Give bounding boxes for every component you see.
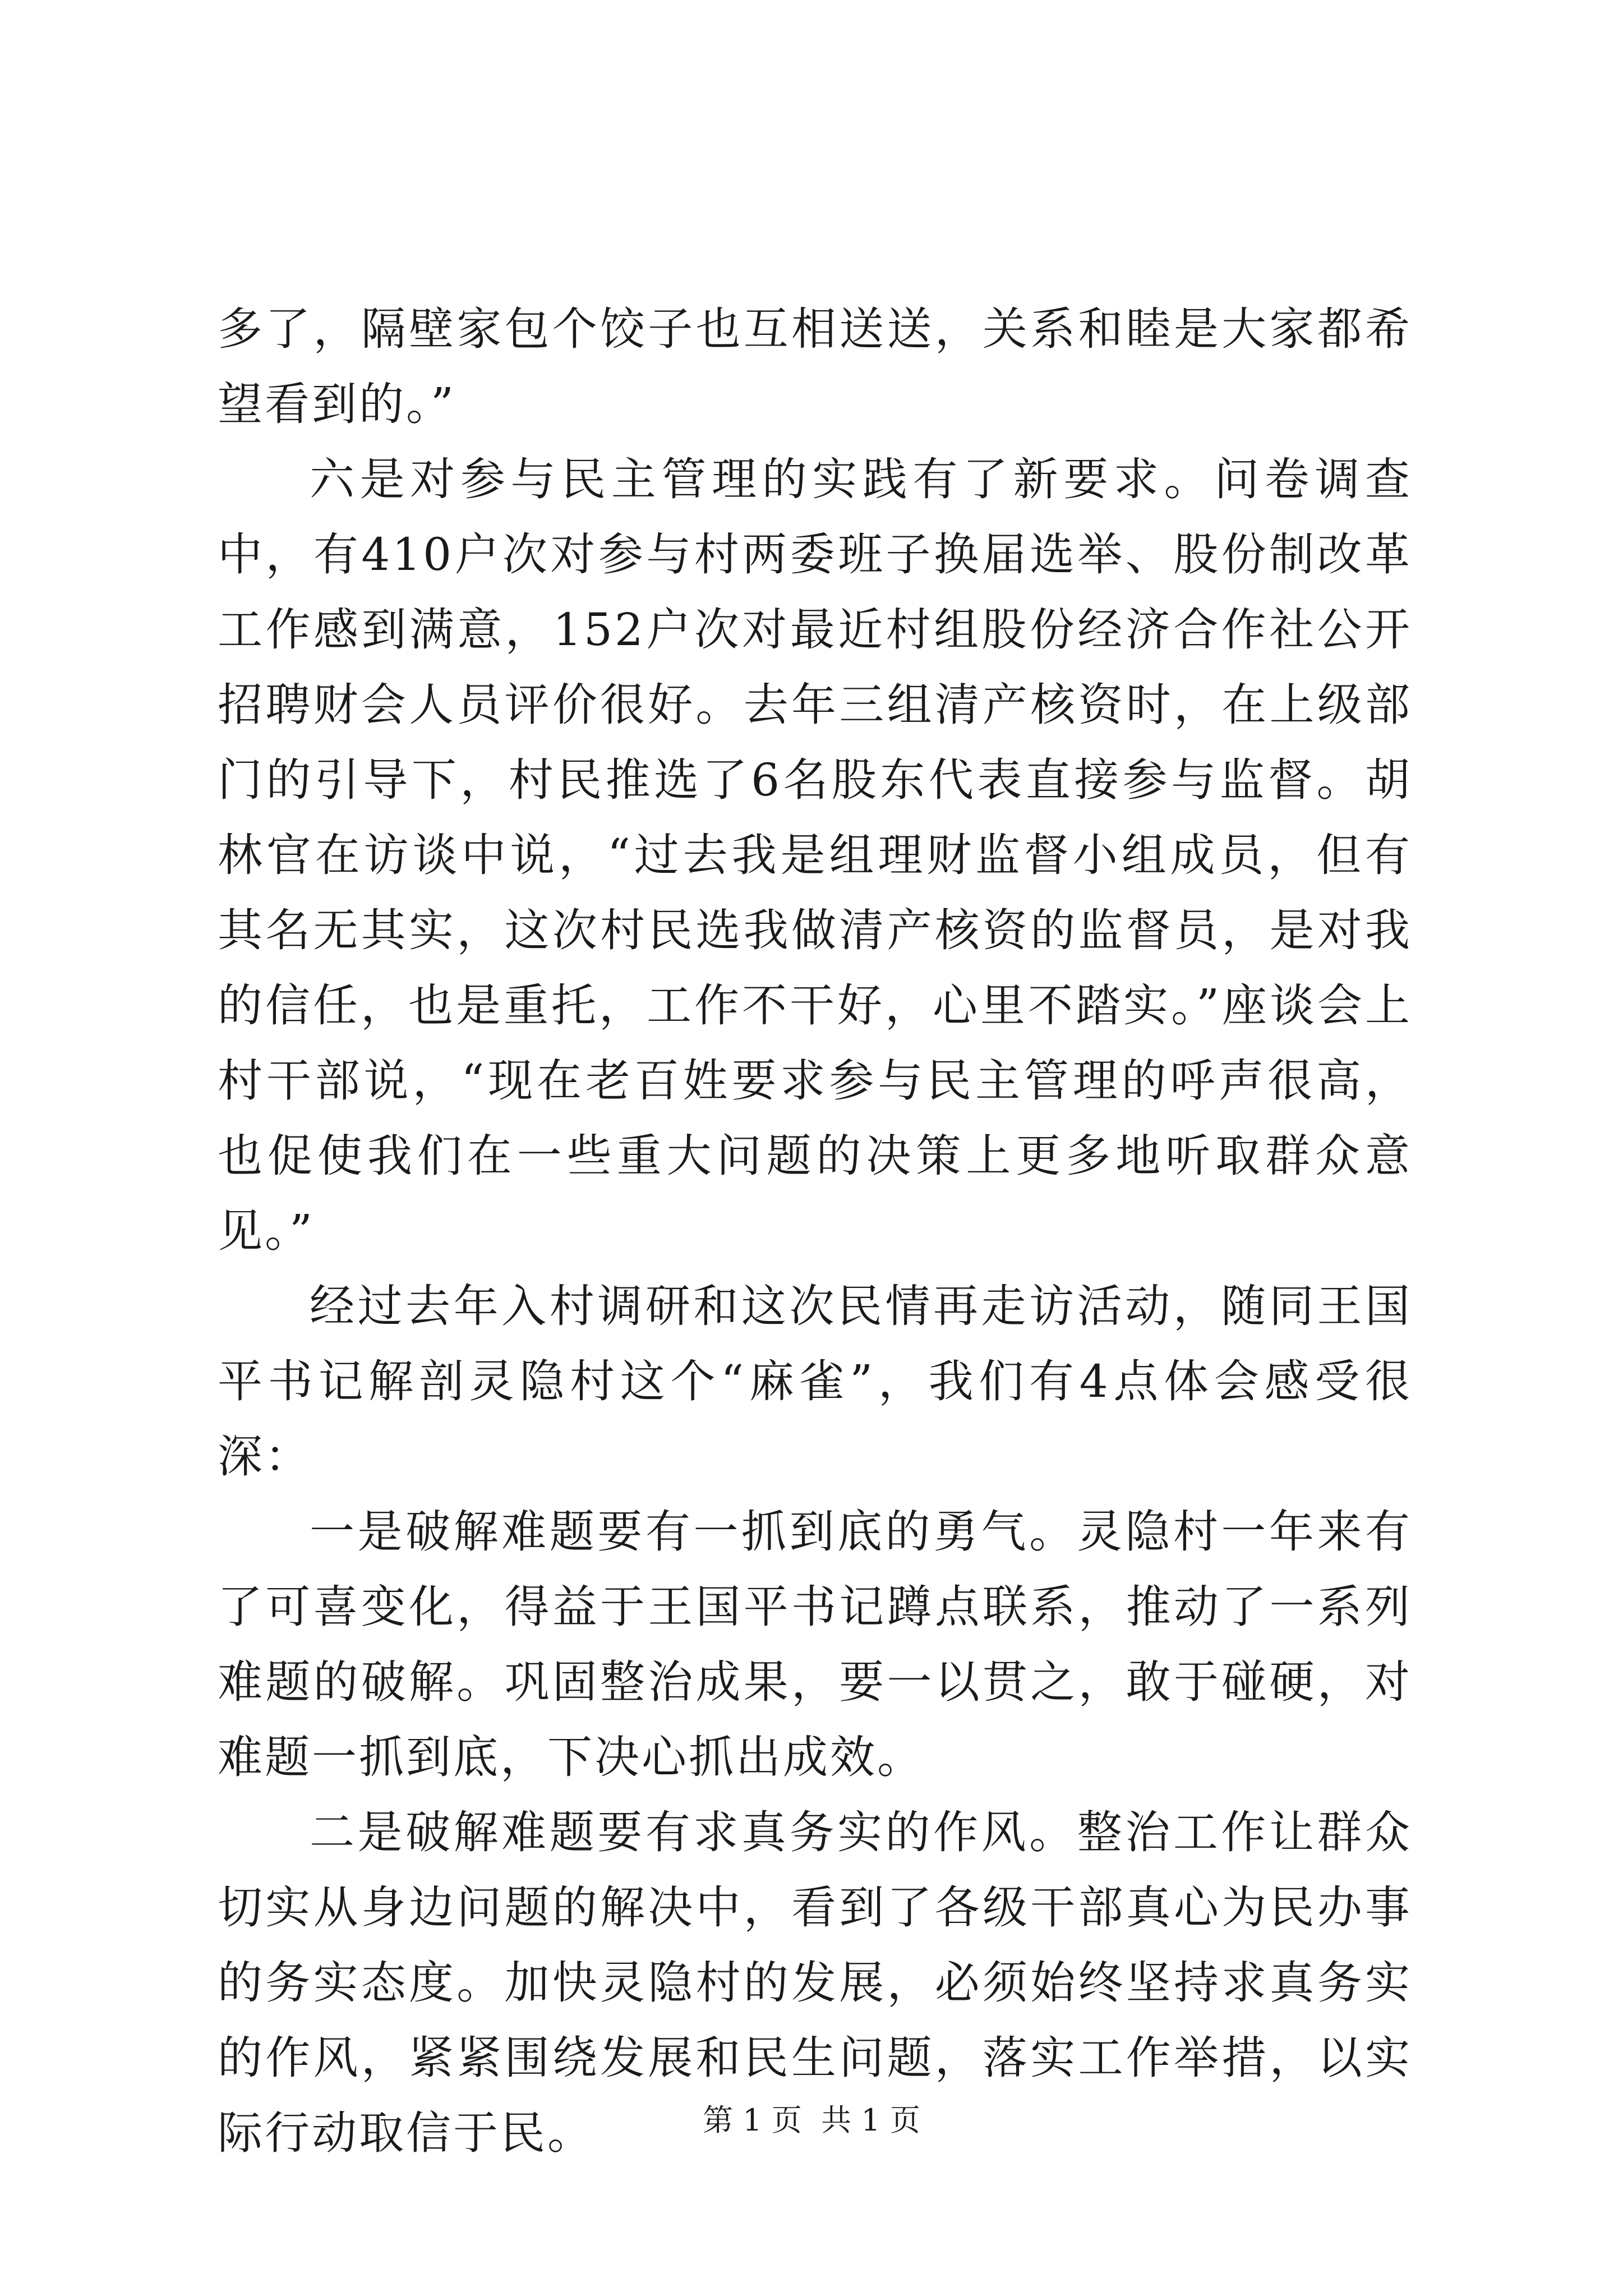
page-footer: 第 1 页 共 1 页 bbox=[703, 2102, 920, 2138]
document-body bbox=[218, 292, 1412, 2171]
paragraph-insight-two: 二是破解难题要有求真务实的作风。整治工作让群众切实从身边问题的解决中，看到了各级干部真心为民办事的务实态度。加快灵隐村的发展，必须始终坚持求真务实的作风，紧紧围绕发展和民生问题，落实工作举措，以实际行动取信于民。 bbox=[218, 1806, 1412, 2159]
paragraph-point-six: 六是对参与民主管理的实践有了新要求。问卷调查中，有410户次对参与村两委班子换届选举、股份制改革工作感到满意，152户次对最近村组股份经济合作社公开招聘财会人员评价很好。去年三组清产核资时，在上级部门的引导下，村民推选了6名股东代表直接参与监督。胡林官在访谈中说，“过去我是组理财监督小组成员，但有其名无其实，这次村民选我做清产核资的监督员，是对我的信任，也是重托，工作不干好，心里不踏实。”座谈会上村干部说，“现在老百姓要求参与民主管理的呼声很高，也促使我们在一些重大问题的决策上更多地听取群众意见。” bbox=[218, 453, 1412, 1257]
paragraph-summary-intro: 经过去年入村调研和这次民情再走访活动，随同王国平书记解剖灵隐村这个“麻雀”，我们有4点体会感受很深： bbox=[218, 1280, 1412, 1483]
paragraph-continuation: 多了，隔壁家包个饺子也互相送送，关系和睦是大家都希望看到的。” bbox=[218, 303, 1412, 430]
paragraph-insight-one: 一是破解难题要有一抓到底的勇气。灵隐村一年来有了可喜变化，得益于王国平书记蹲点联系，推动了一系列难题的破解。巩固整治成果，要一以贯之，敢于碰硬，对难题一抓到底，下决心抓出成效。 bbox=[218, 1506, 1412, 1783]
